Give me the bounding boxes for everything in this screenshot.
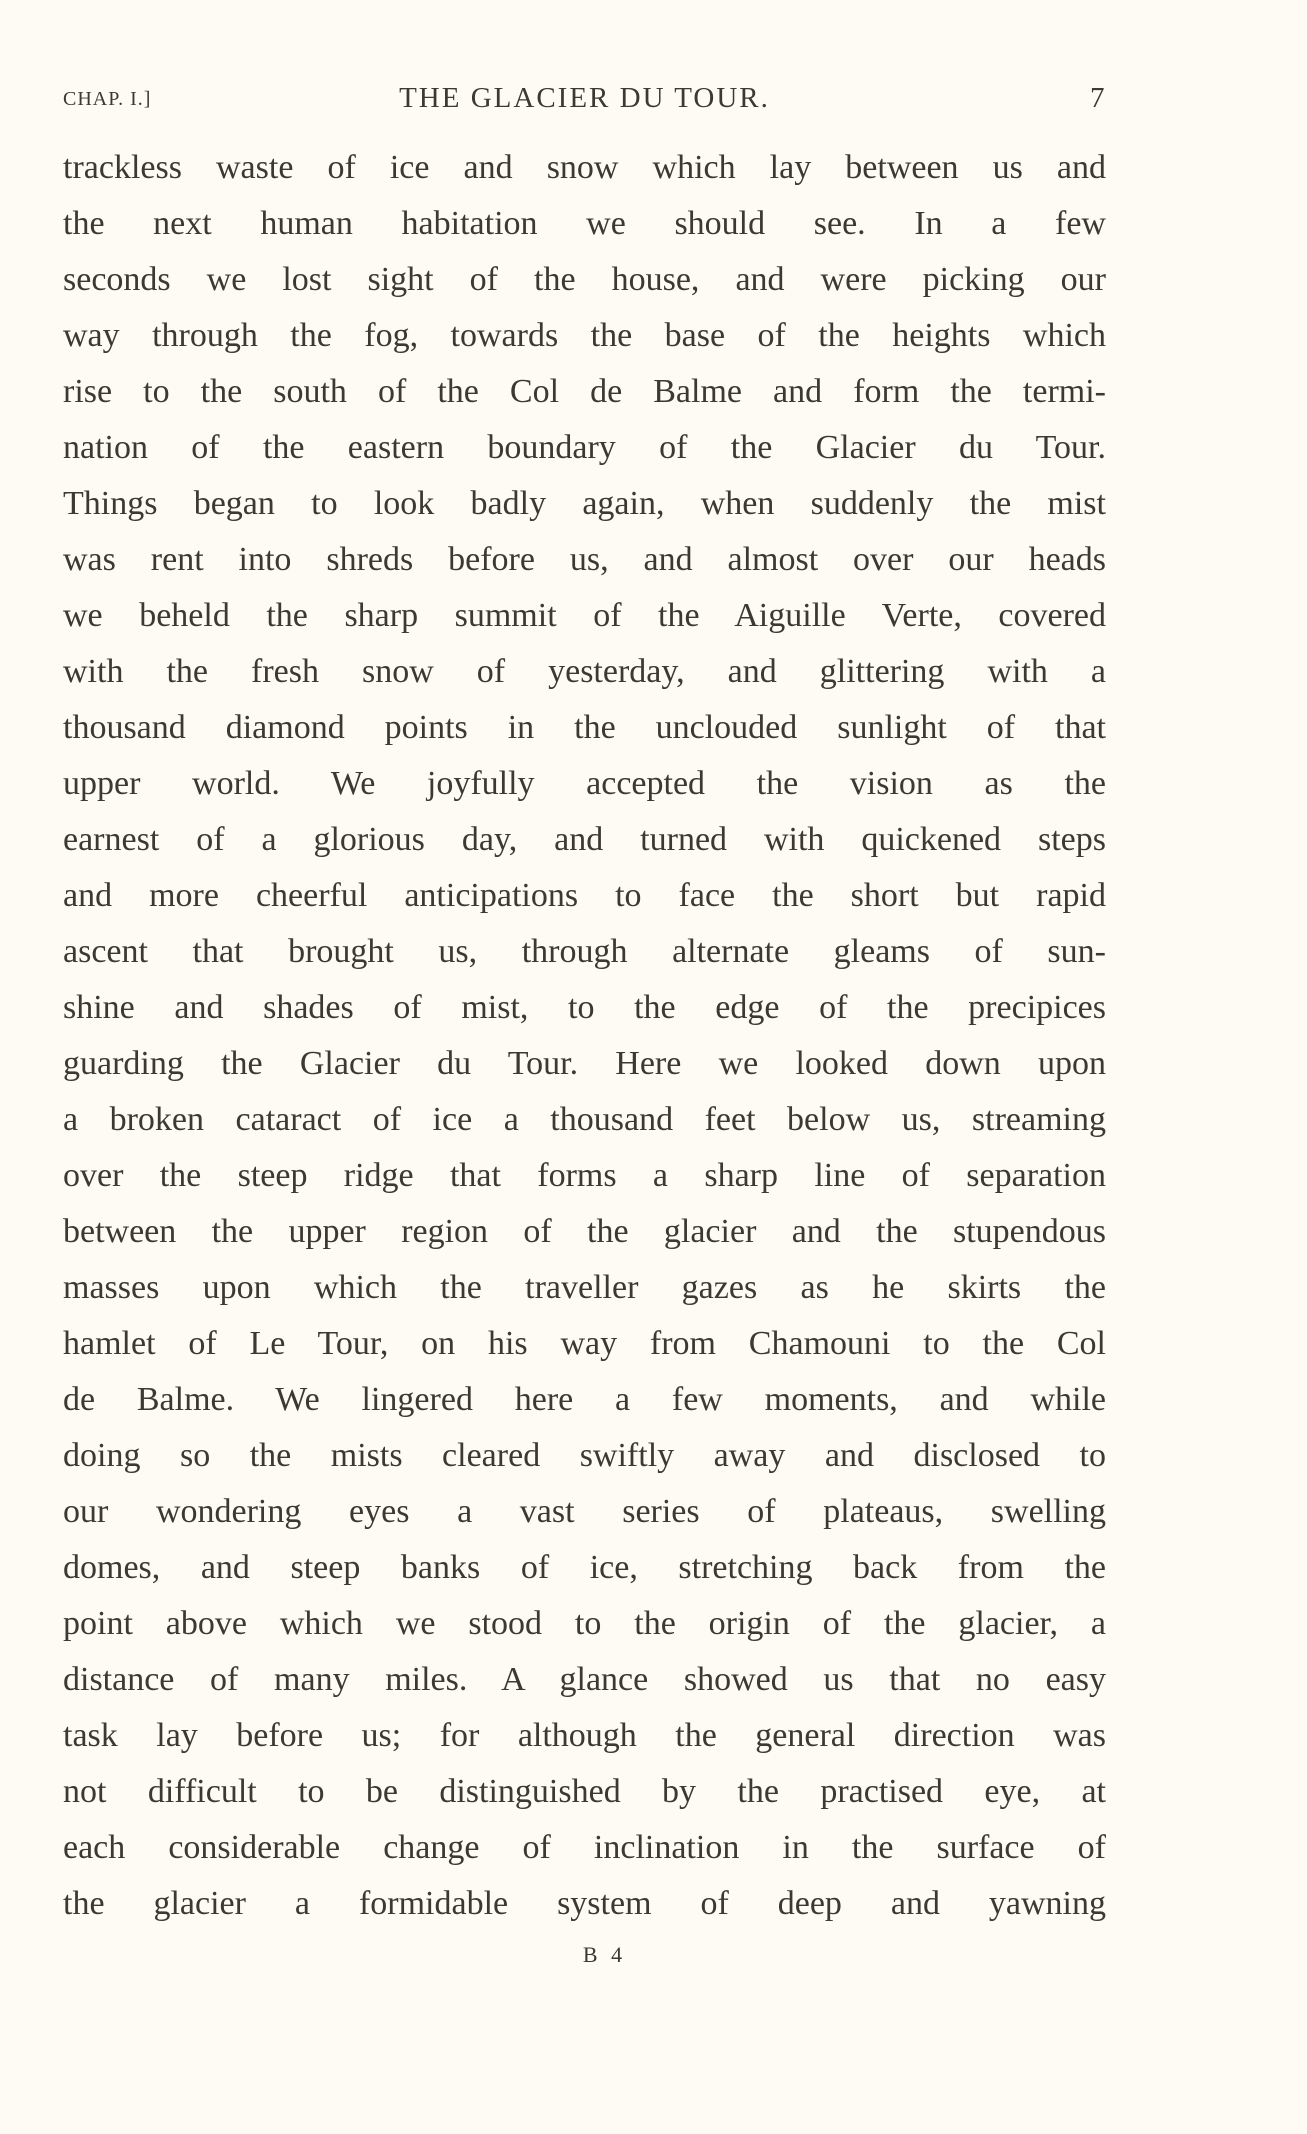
text-line: over the steep ridge that forms a sharp line of separation [63, 1157, 1106, 1194]
text-line: hamlet of Le Tour, on his way from Chamouni to the Col [63, 1325, 1106, 1362]
body-text [63, 140, 1106, 1932]
signature-mark: B 4 [582, 1942, 627, 1967]
text-line: trackless waste of ice and snow which lay between us and [63, 149, 1106, 186]
chapter-label: CHAP. I.] [63, 88, 152, 110]
text-line: doing so the mists cleared swiftly away and disclosed to [63, 1437, 1106, 1474]
text-line: Things began to look badly again, when suddenly the mist [63, 485, 1106, 522]
text-line: task lay before us; for although the general direction was [63, 1717, 1106, 1754]
text-line: each considerable change of inclination in the surface of [63, 1829, 1106, 1866]
text-line: upper world. We joyfully accepted the vision as the [63, 765, 1106, 802]
text-line: nation of the eastern boundary of the Glacier du Tour. [63, 429, 1106, 466]
text-line: de Balme. We lingered here a few moments, and while [63, 1381, 1106, 1418]
text-line: domes, and steep banks of ice, stretching back from the [63, 1549, 1106, 1586]
text-line: seconds we lost sight of the house, and were picking our [63, 261, 1106, 298]
text-line: guarding the Glacier du Tour. Here we looked down upon [63, 1045, 1106, 1082]
text-line: between the upper region of the glacier and the stupendous [63, 1213, 1106, 1250]
page-number: 7 [1090, 82, 1106, 114]
text-line: way through the fog, towards the base of the heights which [63, 317, 1106, 354]
text-line: a broken cataract of ice a thousand feet below us, streaming [63, 1101, 1106, 1138]
running-title: THE GLACIER DU TOUR. [399, 82, 770, 114]
text-line: shine and shades of mist, to the edge of the precipices [63, 989, 1106, 1026]
text-line: thousand diamond points in the unclouded sunlight of that [63, 709, 1106, 746]
text-line: we beheld the sharp summit of the Aiguille Verte, covered [63, 597, 1106, 634]
book-page [63, 82, 1106, 1968]
running-head [63, 82, 1106, 126]
text-line: with the fresh snow of yesterday, and glittering with a [63, 653, 1106, 690]
text-line: ascent that brought us, through alternate gleams of sun- [63, 933, 1106, 970]
text-line: the glacier a formidable system of deep and yawning [63, 1885, 1106, 1922]
text-line: earnest of a glorious day, and turned with quickened steps [63, 821, 1106, 858]
text-line: our wondering eyes a vast series of plateaus, swelling [63, 1493, 1106, 1530]
text-line: the next human habitation we should see. In a few [63, 205, 1106, 242]
text-line: and more cheerful anticipations to face the short but rapid [63, 877, 1106, 914]
text-line: was rent into shreds before us, and almost over our heads [63, 541, 1106, 578]
text-line: masses upon which the traveller gazes as he skirts the [63, 1269, 1106, 1306]
text-line: point above which we stood to the origin of the glacier, a [63, 1605, 1106, 1642]
text-line: rise to the south of the Col de Balme and form the termi- [63, 373, 1106, 410]
text-line: distance of many miles. A glance showed us that no easy [63, 1661, 1106, 1698]
text-line: not difficult to be distinguished by the practised eye, at [63, 1773, 1106, 1810]
